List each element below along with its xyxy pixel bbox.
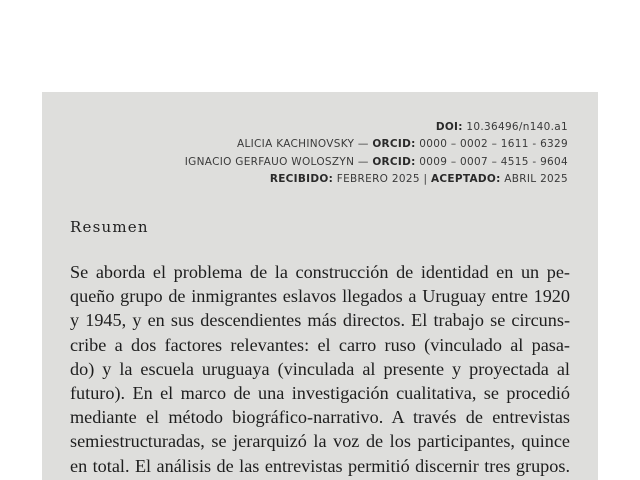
author-1-line bbox=[185, 136, 568, 153]
received-value: FEBRERO 2025 | bbox=[336, 173, 428, 186]
abstract-line: semiestructuradas, se jerarquizó la voz de los participantes, quince bbox=[70, 431, 570, 452]
abstract-line: en total. El análisis de las entrevistas permitió discernir tres grupos. bbox=[70, 455, 570, 476]
abstract-line: cribe a dos factores relevantes: el carro ruso (vinculado al pasa- bbox=[70, 334, 570, 355]
abstract-body bbox=[70, 260, 570, 478]
abstract-line: Se aborda el problema de la construcción de identidad en un pe- bbox=[70, 262, 570, 282]
author-1-name: ALICIA KACHINOVSKY — bbox=[237, 138, 369, 151]
abstract-box bbox=[42, 92, 598, 480]
dates-line bbox=[185, 171, 568, 188]
author-2-orcid: 0009 – 0007 – 4515 - 9604 bbox=[419, 155, 568, 168]
abstract-line: mediante el método biográfico-narrativo. A través de entrevistas bbox=[70, 407, 570, 428]
abstract-line: futuro). En el marco de una investigación cualitativa, se procedió bbox=[70, 383, 570, 404]
doi-value: 10.36496/n140.a1 bbox=[466, 121, 568, 133]
author-2-line bbox=[185, 154, 568, 171]
abstract-line: queño grupo de inmigrantes eslavos llegados a Uruguay entre 1920 bbox=[70, 286, 570, 307]
accepted-label: ACEPTADO: bbox=[430, 173, 501, 186]
received-label: RECIBIDO: bbox=[269, 173, 334, 186]
abstract-line: y 1945, y en sus descendientes más directos. El trabajo se circuns- bbox=[70, 310, 570, 331]
orcid-label: ORCID: bbox=[372, 155, 416, 168]
abstract-line: do) y la escuela uruguaya (vinculada al presente y proyectada al bbox=[70, 358, 570, 379]
article-metadata bbox=[185, 119, 568, 189]
doi-line bbox=[185, 119, 568, 136]
doi-label: DOI: bbox=[435, 121, 463, 133]
accepted-value: ABRIL 2025 bbox=[504, 173, 568, 186]
author-2-name: IGNACIO GERFAUO WOLOSZYN — bbox=[184, 155, 369, 168]
abstract-heading: Resumen bbox=[70, 218, 149, 236]
author-1-orcid: 0000 – 0002 – 1611 - 6329 bbox=[419, 138, 568, 151]
orcid-label: ORCID: bbox=[372, 138, 416, 151]
